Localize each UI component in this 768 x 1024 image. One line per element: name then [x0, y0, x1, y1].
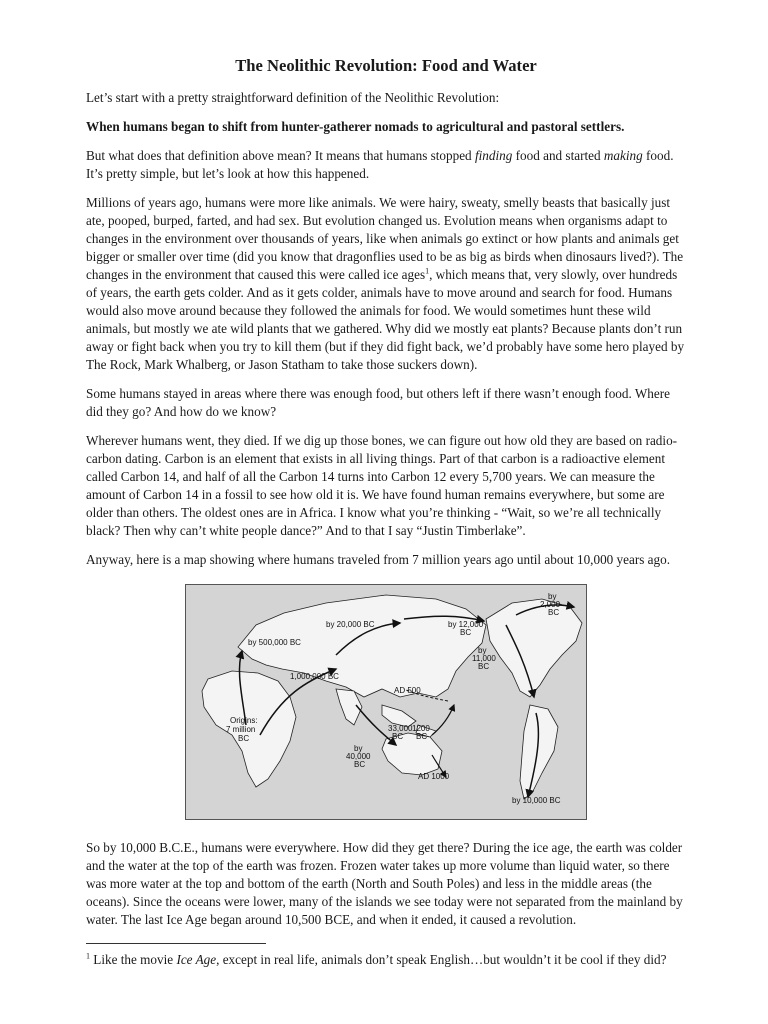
label-by-12000: by 12,000 BC — [448, 620, 484, 637]
page-title: The Neolithic Revolution: Food and Water — [235, 56, 537, 75]
label-ad-1000: AD 1000 — [418, 772, 450, 781]
migration-map-svg — [186, 585, 586, 819]
label-by-40000: by 40,000 BC — [346, 744, 371, 769]
meaning-paragraph: But what does that definition above mean? It means that humans stopped finding food and started making food. It’s pretty simple, but let’s look at how this happened. — [86, 148, 674, 181]
definition-paragraph: When humans began to shift from hunter-gatherer nomads to agricultural and pastoral settlers. — [86, 119, 625, 134]
label-by-20000: by 20,000 BC — [326, 620, 375, 629]
label-ad-500: AD 500 — [394, 686, 421, 695]
ice-age-paragraph: So by 10,000 B.C.E., humans were everywhere. How did they get there? During the ice age, the earth was colder and the water at the top of the earth was frozen. Frozen water takes up more volume than liquid water, so there was more water at the top and bottom of the earth (North and South Poles) and less in the middle areas (the oceans). Since the oceans were lower, many of the islands we see today were not separated from the mainland by water. The last Ice Age began around 10,500 BCE, and when it ended, it caused a revolution. — [86, 840, 683, 927]
label-33000: 33,000 BC — [388, 724, 413, 741]
main-content — [86, 56, 686, 580]
label-origins: Origins: 7 million BC — [226, 716, 258, 743]
label-1200: 1200 BC — [412, 724, 430, 741]
migration-map — [185, 584, 587, 820]
label-by-2000: by 2,000 BC — [540, 592, 561, 617]
footnote-ref[interactable]: 1 — [425, 266, 430, 276]
label-1000000: 1,000,000 BC — [290, 672, 339, 681]
migration-paragraph: Some humans stayed in areas where there was enough food, but others left if there wasn’t enough food. Where did they go? And how do we know? — [86, 386, 670, 419]
carbon-dating-paragraph: Wherever humans went, they died. If we dig up those bones, we can figure out how old they are based on radio-carbon dating. Carbon is an element that exists in all living things. Part of that carbon is a radioactive element called Carbon 14, and half of all the Carbon 14 turns into Carbon 12 every 5,700 years. We can measure the amount of Carbon 14 in a fossil to see how old it is. We have found human remains everywhere, but some are older than others. The oldest ones are in Africa. I know what you’re thinking - “Wait, so we’re all technically black? Then why can’t white people dance?” And to that I say “Justin Timberlake”. — [86, 433, 678, 538]
intro-paragraph: Let’s start with a pretty straightforward definition of the Neolithic Revolution: — [86, 90, 500, 105]
label-by-11000: by 11,000 BC — [472, 646, 496, 671]
label-by-10000: by 10,000 BC — [512, 796, 561, 805]
label-by-500000: by 500,000 BC — [248, 638, 301, 647]
footnote: $^1$ Like the movie Ice Age, except in real life, animals don’t speak English…but wouldn’t it be cool if they did? — [86, 951, 667, 967]
ice-age-section — [86, 839, 686, 940]
map-intro-paragraph: Anyway, here is a map showing where humans traveled from 7 million years ago until about 10,000 years ago. — [86, 552, 671, 567]
footnote-divider — [86, 943, 266, 944]
evolution-paragraph: Millions of years ago, humans were more like animals. We were hairy, sweaty, smelly beasts that basically just ate, pooped, burped, farted, and had sex. But evolution changed us. Evolution means when organisms adapt to changes in the environment over thousands of years, like when animals go extinct or how plants and animals get bigger or smaller over time (did you know that dragonflies used to be as big as birds when dinosaurs lived?). The changes in the environment that caused this were called ice ages$^1$, which means that, very slowly, over hundreds of years, the earth gets colder. And as it gets colder, animals have to move around and search for food. Humans would also move around because they followed the animals for food. We would sometimes hunt these wild animals, but mostly we ate wild plants that we gathered. Why did we mostly eat plants? Because plants don’t run away or fight back when you try to kill them (but if they did fight back, we’d probably have some hero played by The Rock, Mark Whalberg, or Jason Statham to take those suckers down). — [86, 195, 685, 372]
